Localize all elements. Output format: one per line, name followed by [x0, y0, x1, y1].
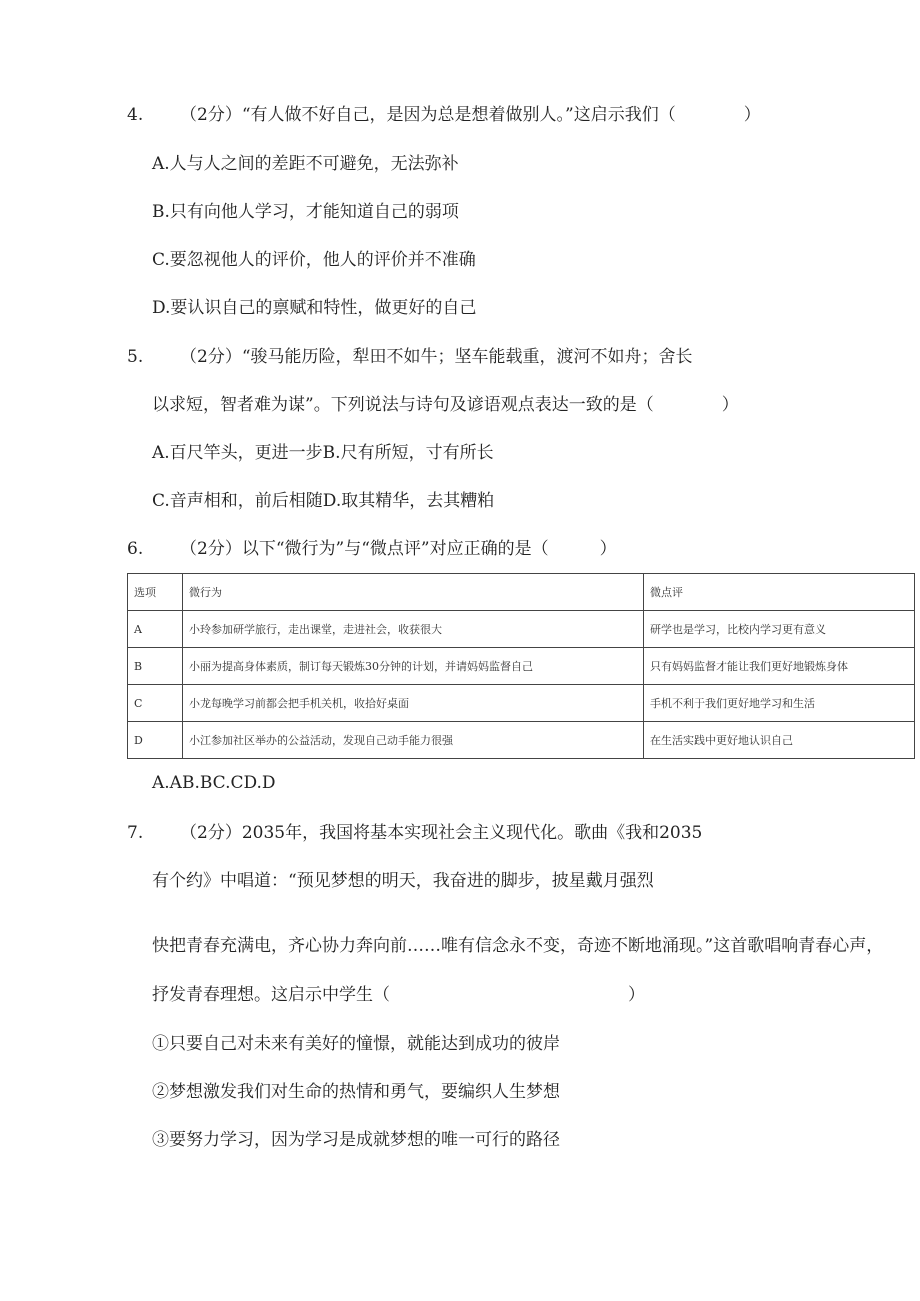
table-cell: 小丽为提高身体素质，制订每天锻炼30分钟的计划，并请妈妈监督自己	[183, 648, 644, 685]
table-header-cell: 微行为	[183, 574, 644, 611]
table-header-row	[128, 574, 915, 611]
table-header-cell: 选项	[128, 574, 183, 611]
table-row	[128, 685, 915, 722]
q7-item-2: ②梦想激发我们对生命的热情和勇气，要编织人生梦想	[152, 1082, 560, 1102]
table-row	[128, 611, 915, 648]
q5-stem-line1: （2分）“骏马能历险，犁田不如牛；坚车能载重，渡河不如舟；舍长	[180, 347, 693, 367]
table-cell: D	[128, 722, 183, 759]
q4-option-b: B.只有向他人学习，才能知道自己的弱项	[152, 202, 459, 222]
q4-number: 4.	[127, 105, 144, 125]
q4-option-d: D.要认识自己的禀赋和特性，做更好的自己	[152, 298, 477, 318]
q7-item-3: ③要努力学习，因为学习是成就梦想的唯一可行的路径	[152, 1130, 560, 1150]
q5-number: 5.	[127, 347, 144, 367]
q5-options-ab: A.百尺竿头，更进一步B.尺有所短，寸有所长	[152, 443, 494, 463]
table-cell: C	[128, 685, 183, 722]
q7-stem-line4: 抒发青春理想。这启示中学生（ ）	[152, 985, 645, 1005]
q6-table	[127, 573, 915, 759]
q6-options: A.AB.BC.CD.D	[152, 773, 276, 793]
q7-number: 7.	[127, 823, 144, 843]
table-cell: 研学也是学习，比校内学习更有意义	[644, 611, 915, 648]
table-cell: A	[128, 611, 183, 648]
q7-stem-line1: （2分）2035年，我国将基本实现社会主义现代化。歌曲《我和2035	[180, 823, 703, 843]
table-cell: 小玲参加研学旅行，走出课堂，走进社会，收获很大	[183, 611, 644, 648]
q6-stem: （2分）以下“微行为”与“微点评”对应正确的是（ ）	[180, 539, 617, 559]
q7-item-1: ①只要自己对未来有美好的憧憬，就能达到成功的彼岸	[152, 1034, 560, 1054]
table-header-cell: 微点评	[644, 574, 915, 611]
q4-option-c: C.要忽视他人的评价，他人的评价并不准确	[152, 250, 476, 270]
table-cell: 只有妈妈监督才能让我们更好地锻炼身体	[644, 648, 915, 685]
table-cell: 在生活实践中更好地认识自己	[644, 722, 915, 759]
q6-number: 6.	[127, 539, 144, 559]
q4-stem: （2分）“有人做不好自己，是因为总是想着做别人。”这启示我们（ ）	[180, 105, 761, 125]
table-cell: B	[128, 648, 183, 685]
q7-stem-line3: 快把青春充满电，齐心协力奔向前……唯有信念永不变，奇迹不断地涌现。”这首歌唱响青春心声，	[152, 936, 884, 956]
table-cell: 小龙每晚学习前都会把手机关机，收拾好桌面	[183, 685, 644, 722]
q4-option-a: A.人与人之间的差距不可避免，无法弥补	[152, 154, 459, 174]
q5-options-cd: C.音声相和，前后相随D.取其精华，去其糟粕	[152, 491, 495, 511]
q5-stem-line2: 以求短，智者难为谋”。下列说法与诗句及谚语观点表达一致的是（ ）	[152, 395, 739, 415]
q7-stem-line2: 有个约》中唱道：“预见梦想的明天，我奋进的脚步，披星戴月强烈	[152, 871, 654, 891]
table-cell: 手机不利于我们更好地学习和生活	[644, 685, 915, 722]
table-row	[128, 648, 915, 685]
table-row	[128, 722, 915, 759]
table-cell: 小江参加社区举办的公益活动，发现自己动手能力很强	[183, 722, 644, 759]
